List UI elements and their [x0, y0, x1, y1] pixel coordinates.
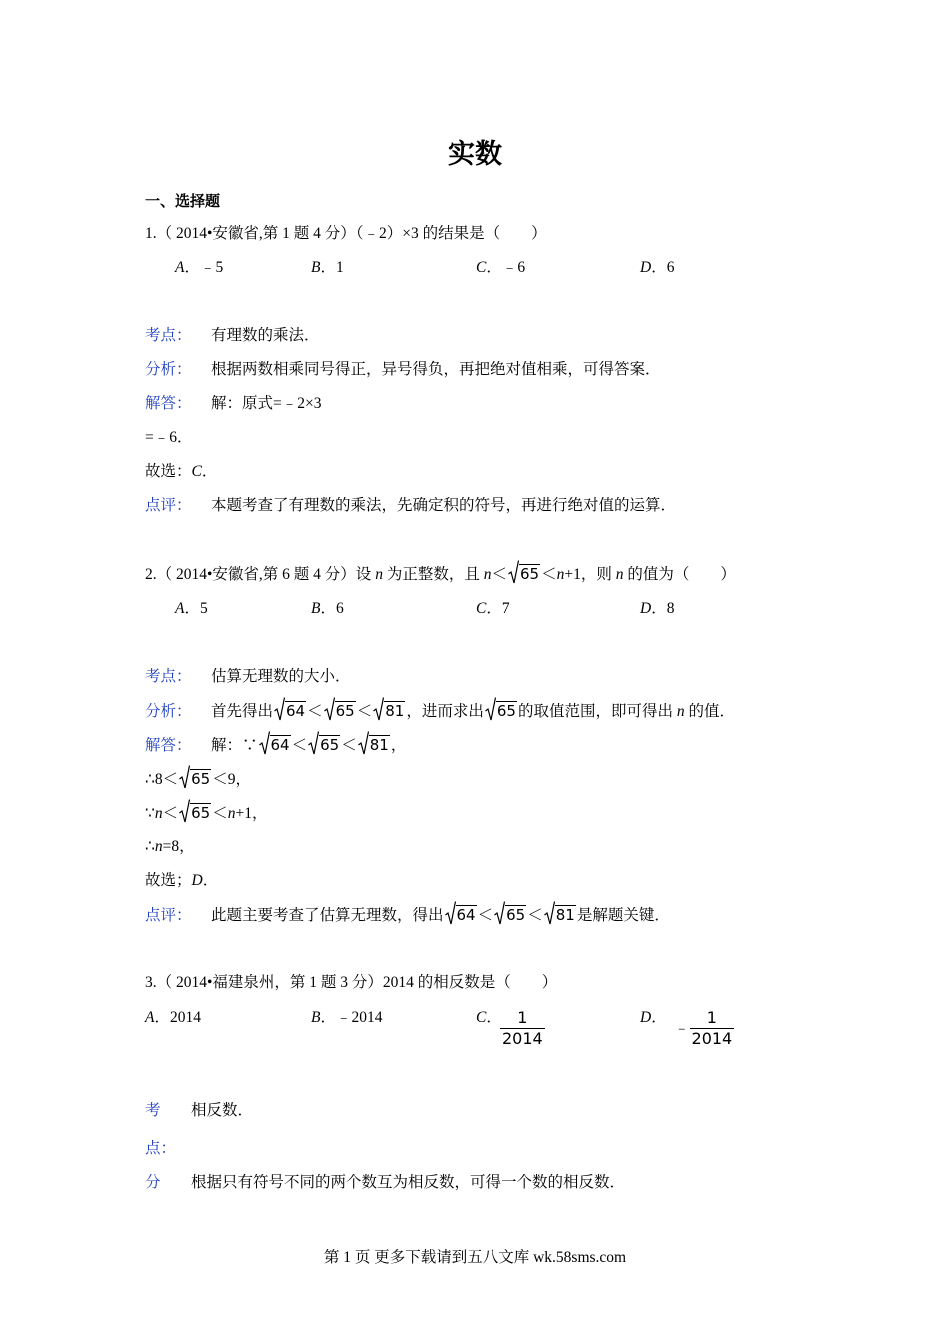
page-footer: 第 1 页 更多下载请到五八文库 wk.58sms.com	[323, 1249, 627, 1266]
radical-sign	[485, 696, 496, 722]
radical-sign	[274, 696, 285, 722]
page-title: 实数	[448, 139, 502, 170]
sqrt-64: 64	[259, 734, 291, 756]
sqrt-65: 65	[324, 700, 356, 722]
kaodian-label: 考	[145, 1102, 161, 1119]
radical-sign	[324, 696, 335, 722]
q2-kaodian: 考点： 估算无理数的大小．	[145, 666, 351, 688]
radical-sign	[179, 764, 190, 790]
sqrt-65: 65	[485, 700, 517, 722]
q1-kaodian: 考点： 有理数的乘法．	[145, 325, 320, 347]
fenxi-label: 分析：	[145, 361, 192, 378]
q2-step-3: ∴n=8，	[145, 838, 195, 855]
q1-option-d: D．6	[640, 259, 675, 276]
q3-option-d: D．	[640, 1009, 667, 1026]
radical-sign	[544, 900, 555, 926]
q3-option-b: B．﹣2014	[311, 1009, 383, 1026]
radical-sign	[445, 900, 456, 926]
sqrt-65: 65	[494, 904, 526, 926]
jieda-label: 解答：	[145, 395, 192, 412]
q2-step-1: ∴8＜ 65 ＜9，	[145, 768, 251, 791]
sqrt-65: 65	[179, 802, 211, 824]
sqrt-81: 81	[373, 700, 405, 722]
q2-option-b: B．6	[311, 600, 344, 617]
q3-option-c-fraction	[500, 1008, 545, 1049]
q2-option-a: A．5	[175, 600, 208, 617]
radical-sign	[494, 900, 505, 926]
fraction: $\frac{1}{2014}$	[502, 1008, 543, 1048]
q3-stem: 3.（ 2014•福建泉州，第 1 题 3 分）2014 的相反数是（ ）	[145, 974, 558, 991]
q3-fenxi: 分 根据只有符号不同的两个数互为相反数，可得一个数的相反数．	[145, 1172, 625, 1194]
q3-option-d-fraction: ﹣ $\frac{1}{2014}$	[674, 1008, 733, 1048]
jieda-label: 解答：	[145, 737, 192, 754]
fenxi-label: 分析：	[145, 703, 192, 720]
kaodian-label: 考点：	[145, 327, 192, 344]
radical-sign	[259, 730, 270, 756]
sqrt-81: 81	[544, 904, 576, 926]
radical-sign	[358, 730, 369, 756]
radical-sign	[308, 730, 319, 756]
q3-option-c: C．	[476, 1009, 502, 1026]
q1-answer: 故选：C．	[145, 463, 218, 480]
radical-sign	[508, 559, 519, 585]
q1-stem: 1.（ 2014•安徽省,第 1 题 4 分）（﹣2）×3 的结果是（ ）	[145, 225, 547, 242]
q2-option-c: C．7	[476, 600, 510, 617]
q2-fenxi: 分析： 首先得出 64 ＜ 65 ＜ 81 ，进而求出 65 的取值范围，即可得出 n 的值．	[145, 700, 735, 723]
section-heading: 一、选择题	[145, 192, 221, 210]
kaodian-label: 考点：	[145, 668, 192, 685]
q2-dianping: 点评： 此题主要考查了估算无理数，得出 64 ＜ 65 ＜ 81 是解题关键．	[145, 904, 670, 927]
radical-sign	[373, 696, 384, 722]
q1-step: =﹣6．	[145, 429, 193, 446]
q3-kaodian-label-cont: 点：	[145, 1140, 177, 1157]
q1-jieda: 解答： 解：原式=﹣2×3	[145, 393, 321, 415]
q1-option-a: A．﹣5	[175, 259, 224, 276]
q2-option-d: D．8	[640, 600, 675, 617]
q1-fenxi: 分析： 根据两数相乘同号得正，异号得负，再把绝对值相乘，可得答案．	[145, 359, 661, 381]
sqrt-81: 81	[358, 734, 390, 756]
q3-kaodian: 考 相反数．	[145, 1100, 253, 1122]
q1-option-b: B．1	[311, 259, 344, 276]
fenxi-label: 分	[145, 1174, 161, 1191]
dianping-label: 点评：	[145, 907, 192, 924]
sqrt-64: 64	[274, 700, 306, 722]
sqrt-65: 65	[508, 563, 540, 585]
q2-stem: 2.（ 2014•安徽省,第 6 题 4 分）设 n 为正整数，且 n＜ 65 ＜n+1，则 n 的值为（ ）	[145, 563, 736, 586]
dianping-label: 点评：	[145, 497, 192, 514]
q1-dianping: 点评： 本题考查了有理数的乘法，先确定积的符号，再进行绝对值的运算．	[145, 495, 676, 517]
sqrt-64: 64	[445, 904, 477, 926]
radical-sign	[179, 798, 190, 824]
q2-step-2: ∵n＜ 65 ＜n+1，	[145, 802, 268, 825]
fraction: $\frac{1}{2014}$	[691, 1008, 733, 1048]
q3-option-a: A．2014	[145, 1009, 201, 1026]
sqrt-65: 65	[308, 734, 340, 756]
sqrt-65: 65	[179, 768, 211, 790]
q2-answer: 故选；D．	[145, 872, 219, 889]
q2-jieda: 解答： 解：∵ 64 ＜ 65 ＜ 81 ，	[145, 734, 406, 757]
q1-option-c: C．﹣6	[476, 259, 526, 276]
